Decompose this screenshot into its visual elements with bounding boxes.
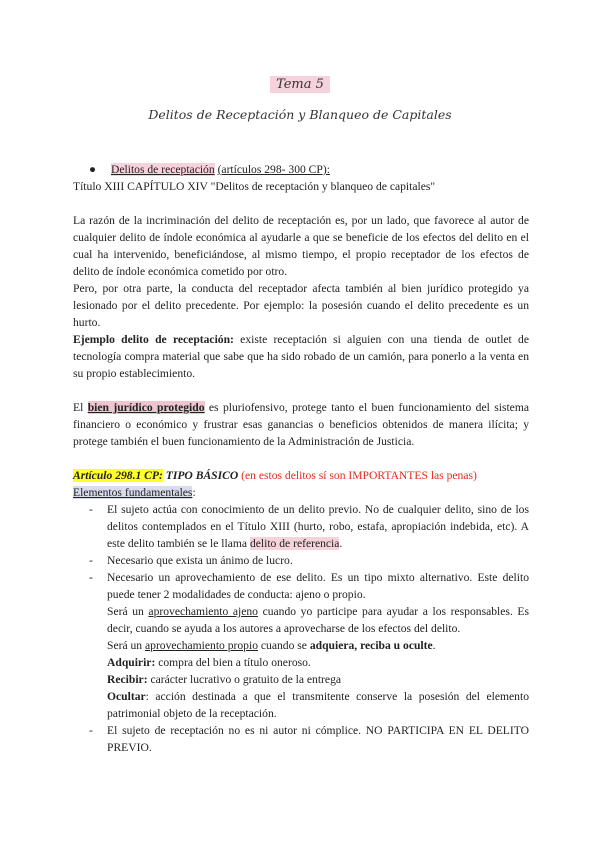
dash-marker: - bbox=[89, 571, 93, 584]
bien-pre: El bbox=[73, 401, 88, 414]
ajeno-paragraph bbox=[73, 603, 529, 637]
ocultar-text: : acción destinada a que el transmitente conserve la posesión del elemento patrimonial objeto de la receptación. bbox=[107, 690, 529, 720]
elements-list bbox=[73, 501, 529, 603]
ocultar-line bbox=[73, 688, 529, 722]
propio-pre: Será un bbox=[107, 639, 145, 652]
article-type: TIPO BÁSICO bbox=[162, 469, 239, 482]
adquirir-text: compra del bien a título oneroso. bbox=[155, 656, 311, 669]
ajeno-label: aprovechamiento ajeno bbox=[148, 605, 258, 618]
adquirir-label: Adquirir: bbox=[107, 656, 156, 669]
dash-marker: - bbox=[89, 503, 93, 516]
elements-heading: Elementos fundamentales bbox=[73, 486, 193, 499]
paragraph-razon: La razón de la incriminación del delito de receptación es, por un lado, que favorece al autor de cualquier delito de índole económica al ayudarle a que se beneficie de los efectos del delito en el cual ha intervenido, beneficiándose, al mismo tiempo, el propio receptador de los efectos de delito de índole económica cometido por otro. bbox=[73, 214, 529, 278]
list-item bbox=[73, 501, 529, 552]
list-item bbox=[73, 722, 529, 756]
paragraph-pero: Pero, por otra parte, la conducta del receptador afecta también al bien jurídico protegido ya lesionado por el delito precedente. Por ejemplo: la posesión cuando el delito precedente es un hurto. bbox=[73, 282, 529, 329]
document-body bbox=[73, 161, 529, 756]
article-heading bbox=[73, 467, 529, 484]
item1-text: El sujeto actúa con conocimiento de un delito previo. No de cualquier delito, sino de los delitos contemplados en el Título XIII (hurto, robo, estafa, apropiación indebida, etc). A este delito también se le llama bbox=[107, 503, 529, 550]
item3-text: Necesario un aprovechamiento de ese delito. Es un tipo mixto alternativo. Este delito puede tener 2 modalidades de conducta: ajeno o propio. bbox=[107, 571, 529, 601]
section-heading: Delitos de receptación bbox=[111, 163, 215, 176]
dash-marker: - bbox=[89, 724, 93, 737]
propio-label: aprovechamiento propio bbox=[145, 639, 258, 652]
document-title: Tema 5 bbox=[270, 76, 330, 93]
item1-end: . bbox=[339, 537, 343, 550]
item4-text: El sujeto de receptación no es ni autor ni cómplice. NO PARTICIPA EN EL DELITO PREVIO. bbox=[107, 724, 529, 754]
bien-juridico-text: es pluriofensivo, protege tanto el buen funcionamiento del sistema financiero o económico y frustrar esas ganancias o beneficios obtenidos de manera ilícita; y protege también el buen funcionamiento de la Administración de Justicia. bbox=[73, 401, 529, 448]
title-block bbox=[0, 75, 600, 122]
propio-end: . bbox=[432, 639, 436, 652]
ajeno-pre: Será un bbox=[107, 605, 149, 618]
adquirir-line bbox=[73, 654, 529, 671]
article-label: Artículo 298.1 CP: bbox=[73, 469, 163, 482]
delito-referencia-highlight: delito de referencia bbox=[249, 537, 340, 550]
section-title-line: Título XIII CAPÍTULO XIV "Delitos de receptación y blanqueo de capitales" bbox=[73, 180, 436, 193]
elements-colon: : bbox=[192, 486, 196, 499]
ajeno-text: cuando yo participe para ayudar a los responsables. Es decir, cuando se ayuda a los autores a aprovecharse de los efectos del delito. bbox=[107, 605, 530, 635]
ejemplo-label: Ejemplo delito de receptación: bbox=[73, 333, 234, 346]
elements-heading-line bbox=[73, 484, 529, 501]
article-note: (en estos delitos sí son IMPORTANTES las penas) bbox=[238, 469, 477, 482]
list-item bbox=[73, 552, 529, 569]
bien-juridico-label: bien jurídico protegido bbox=[87, 401, 205, 414]
dash-marker: - bbox=[89, 554, 93, 567]
recibir-label: Recibir: bbox=[107, 673, 148, 686]
paragraph-bien-juridico bbox=[73, 399, 529, 450]
bullet-icon: ● bbox=[89, 163, 97, 176]
propio-mid: cuando se bbox=[258, 639, 310, 652]
recibir-text: carácter lucrativo o gratuito de la entrega bbox=[147, 673, 342, 686]
elements-list-continued bbox=[73, 722, 529, 756]
ocultar-label: Ocultar bbox=[107, 690, 146, 703]
paragraph-ejemplo bbox=[73, 331, 529, 382]
ejemplo-text: existe receptación si alguien con una tienda de outlet de tecnología compra material que sabe que ha sido robado de un camión, para ponerlo a la venta en su propio establecimiento. bbox=[73, 333, 529, 380]
propio-paragraph bbox=[73, 637, 529, 654]
list-item bbox=[73, 569, 529, 603]
section-bullet bbox=[73, 161, 529, 178]
propio-bold: adquiera, reciba u oculte bbox=[309, 639, 433, 652]
item2-text: Necesario que exista un ánimo de lucro. bbox=[107, 554, 293, 567]
recibir-line bbox=[73, 671, 529, 688]
document-subtitle: Delitos de Receptación y Blanqueo de Capitales bbox=[148, 107, 452, 122]
section-ref: (artículos 298- 300 CP): bbox=[217, 163, 330, 176]
